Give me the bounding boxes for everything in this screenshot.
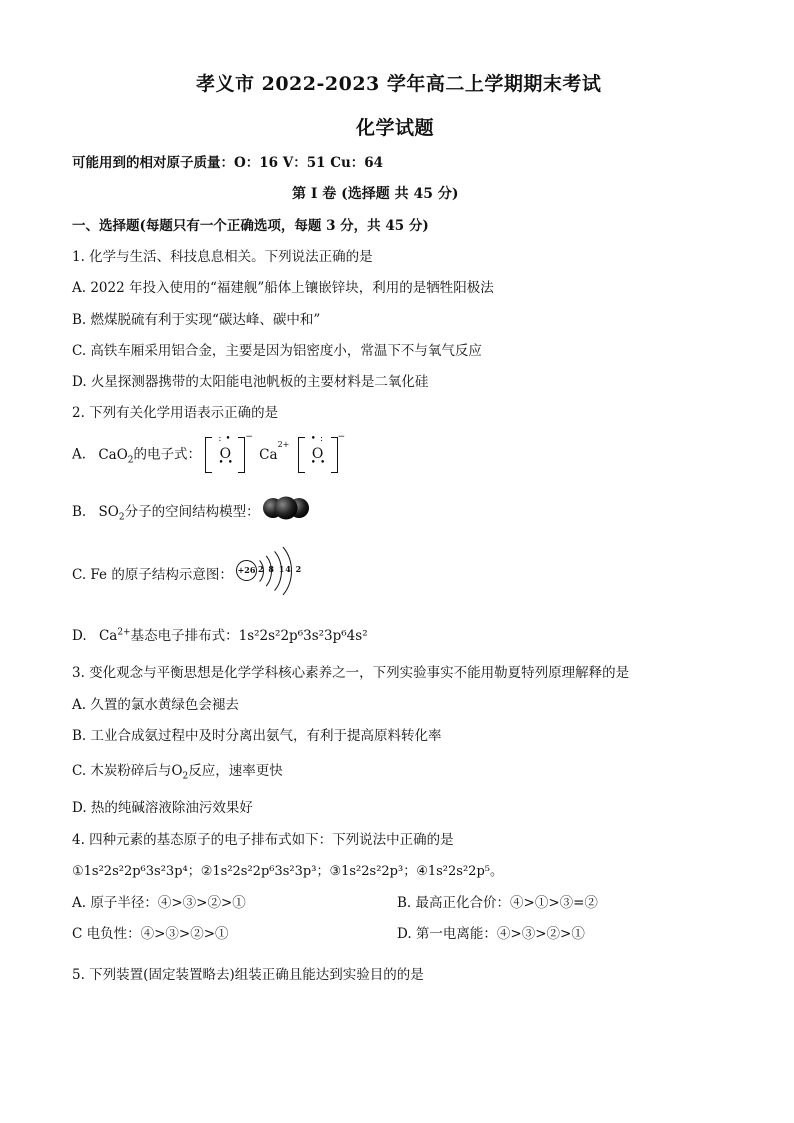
- q1-option-a: A. 2022 年投入使用的“福建舰”船体上镶嵌锌块，利用的是牺牲阳极法: [72, 280, 494, 296]
- nucleus-circle: +26: [236, 560, 257, 581]
- q4-option-c: C 电负性：④>③>②>①: [72, 926, 229, 942]
- q1-option-b: B. 燃煤脱硫有利于实现“碳达峰、碳中和”: [72, 312, 321, 328]
- q4-stem: 4. 四种元素的基态原子的电子排布式如下：下列说法中正确的是: [72, 832, 454, 848]
- section-title: 第 I 卷 (选择题 共 45 分): [292, 186, 459, 202]
- exam-title: 孝义市 2022-2023 学年高二上学期期末考试: [196, 73, 602, 95]
- q2-a-prefix: A.: [72, 446, 87, 463]
- q5-stem: 5. 下列装置(固定装置略去)组装正确且能达到实验目的的是: [72, 967, 424, 983]
- q2-option-d: D. $Ca^{2+}$基态电子排布式：1s²2s²2p⁶3s²3p⁶4s²: [72, 627, 368, 644]
- fe-atomic-structure-diagram: [234, 540, 303, 596]
- q3-option-d: D. 热的纯碱溶液除油污效果好: [72, 800, 253, 816]
- cao2-electron-formula: :• O •• − $Ca^{2+}$ •: O •• −: [205, 437, 345, 473]
- q2-stem: 2. 下列有关化学用语表示正确的是: [72, 405, 279, 421]
- so2-space-filling-model: [262, 495, 310, 521]
- q2-option-c: C. Fe 的原子结构示意图：: [72, 567, 233, 583]
- q3-option-c: C. 木炭粉碎后与$O_2$反应，速率更快: [72, 763, 283, 782]
- q3-stem: 3. 变化观念与平衡思想是化学学科核心素养之一，下列实验事实不能用勒夏特列原理解释的是: [72, 665, 630, 681]
- q2-a-text: 的电子式：: [133, 446, 202, 463]
- atomic-masses: 可能用到的相对原子质量：O：16 V：51 Cu：64: [72, 155, 384, 171]
- q3-option-a: A. 久置的氯水黄绿色会褪去: [72, 697, 239, 713]
- q4-option-d: D. 第一电离能：④>③>②>①: [397, 926, 585, 942]
- exam-subtitle: 化学试题: [356, 117, 435, 139]
- q1-option-c: C. 高铁车厢采用铝合金，主要是因为铝密度小，常温下不与氧气反应: [72, 343, 482, 359]
- q4-configs: ①1s²2s²2p⁶3s²3p⁴；②1s²2s²2p⁶3s²3p³；③1s²2s²2p³；④1s²2s²2p⁵。: [72, 864, 503, 879]
- q2-a-formula: CaO$_2$: [98, 446, 134, 466]
- q2-option-b: B. $SO_2$分子的空间结构模型：: [72, 504, 260, 523]
- part-heading: 一、选择题(每题只有一个正确选项，每题 3 分，共 45 分): [72, 218, 429, 234]
- electron-shell-counts: 2 8 14 2: [258, 564, 303, 574]
- q4-option-b: B. 最高正化合价：④>①>③=②: [397, 895, 598, 911]
- q4-option-a: A. 原子半径：④>③>②>①: [72, 895, 246, 911]
- q3-option-b: B. 工业合成氨过程中及时分离出氨气，有利于提高原料转化率: [72, 728, 442, 744]
- q2-option-a: [72, 432, 346, 473]
- q1-stem: 1. 化学与生活、科技息息相关。下列说法正确的是: [72, 249, 373, 265]
- q1-option-d: D. 火星探测器携带的太阳能电池帆板的主要材料是二氧化硅: [72, 374, 429, 390]
